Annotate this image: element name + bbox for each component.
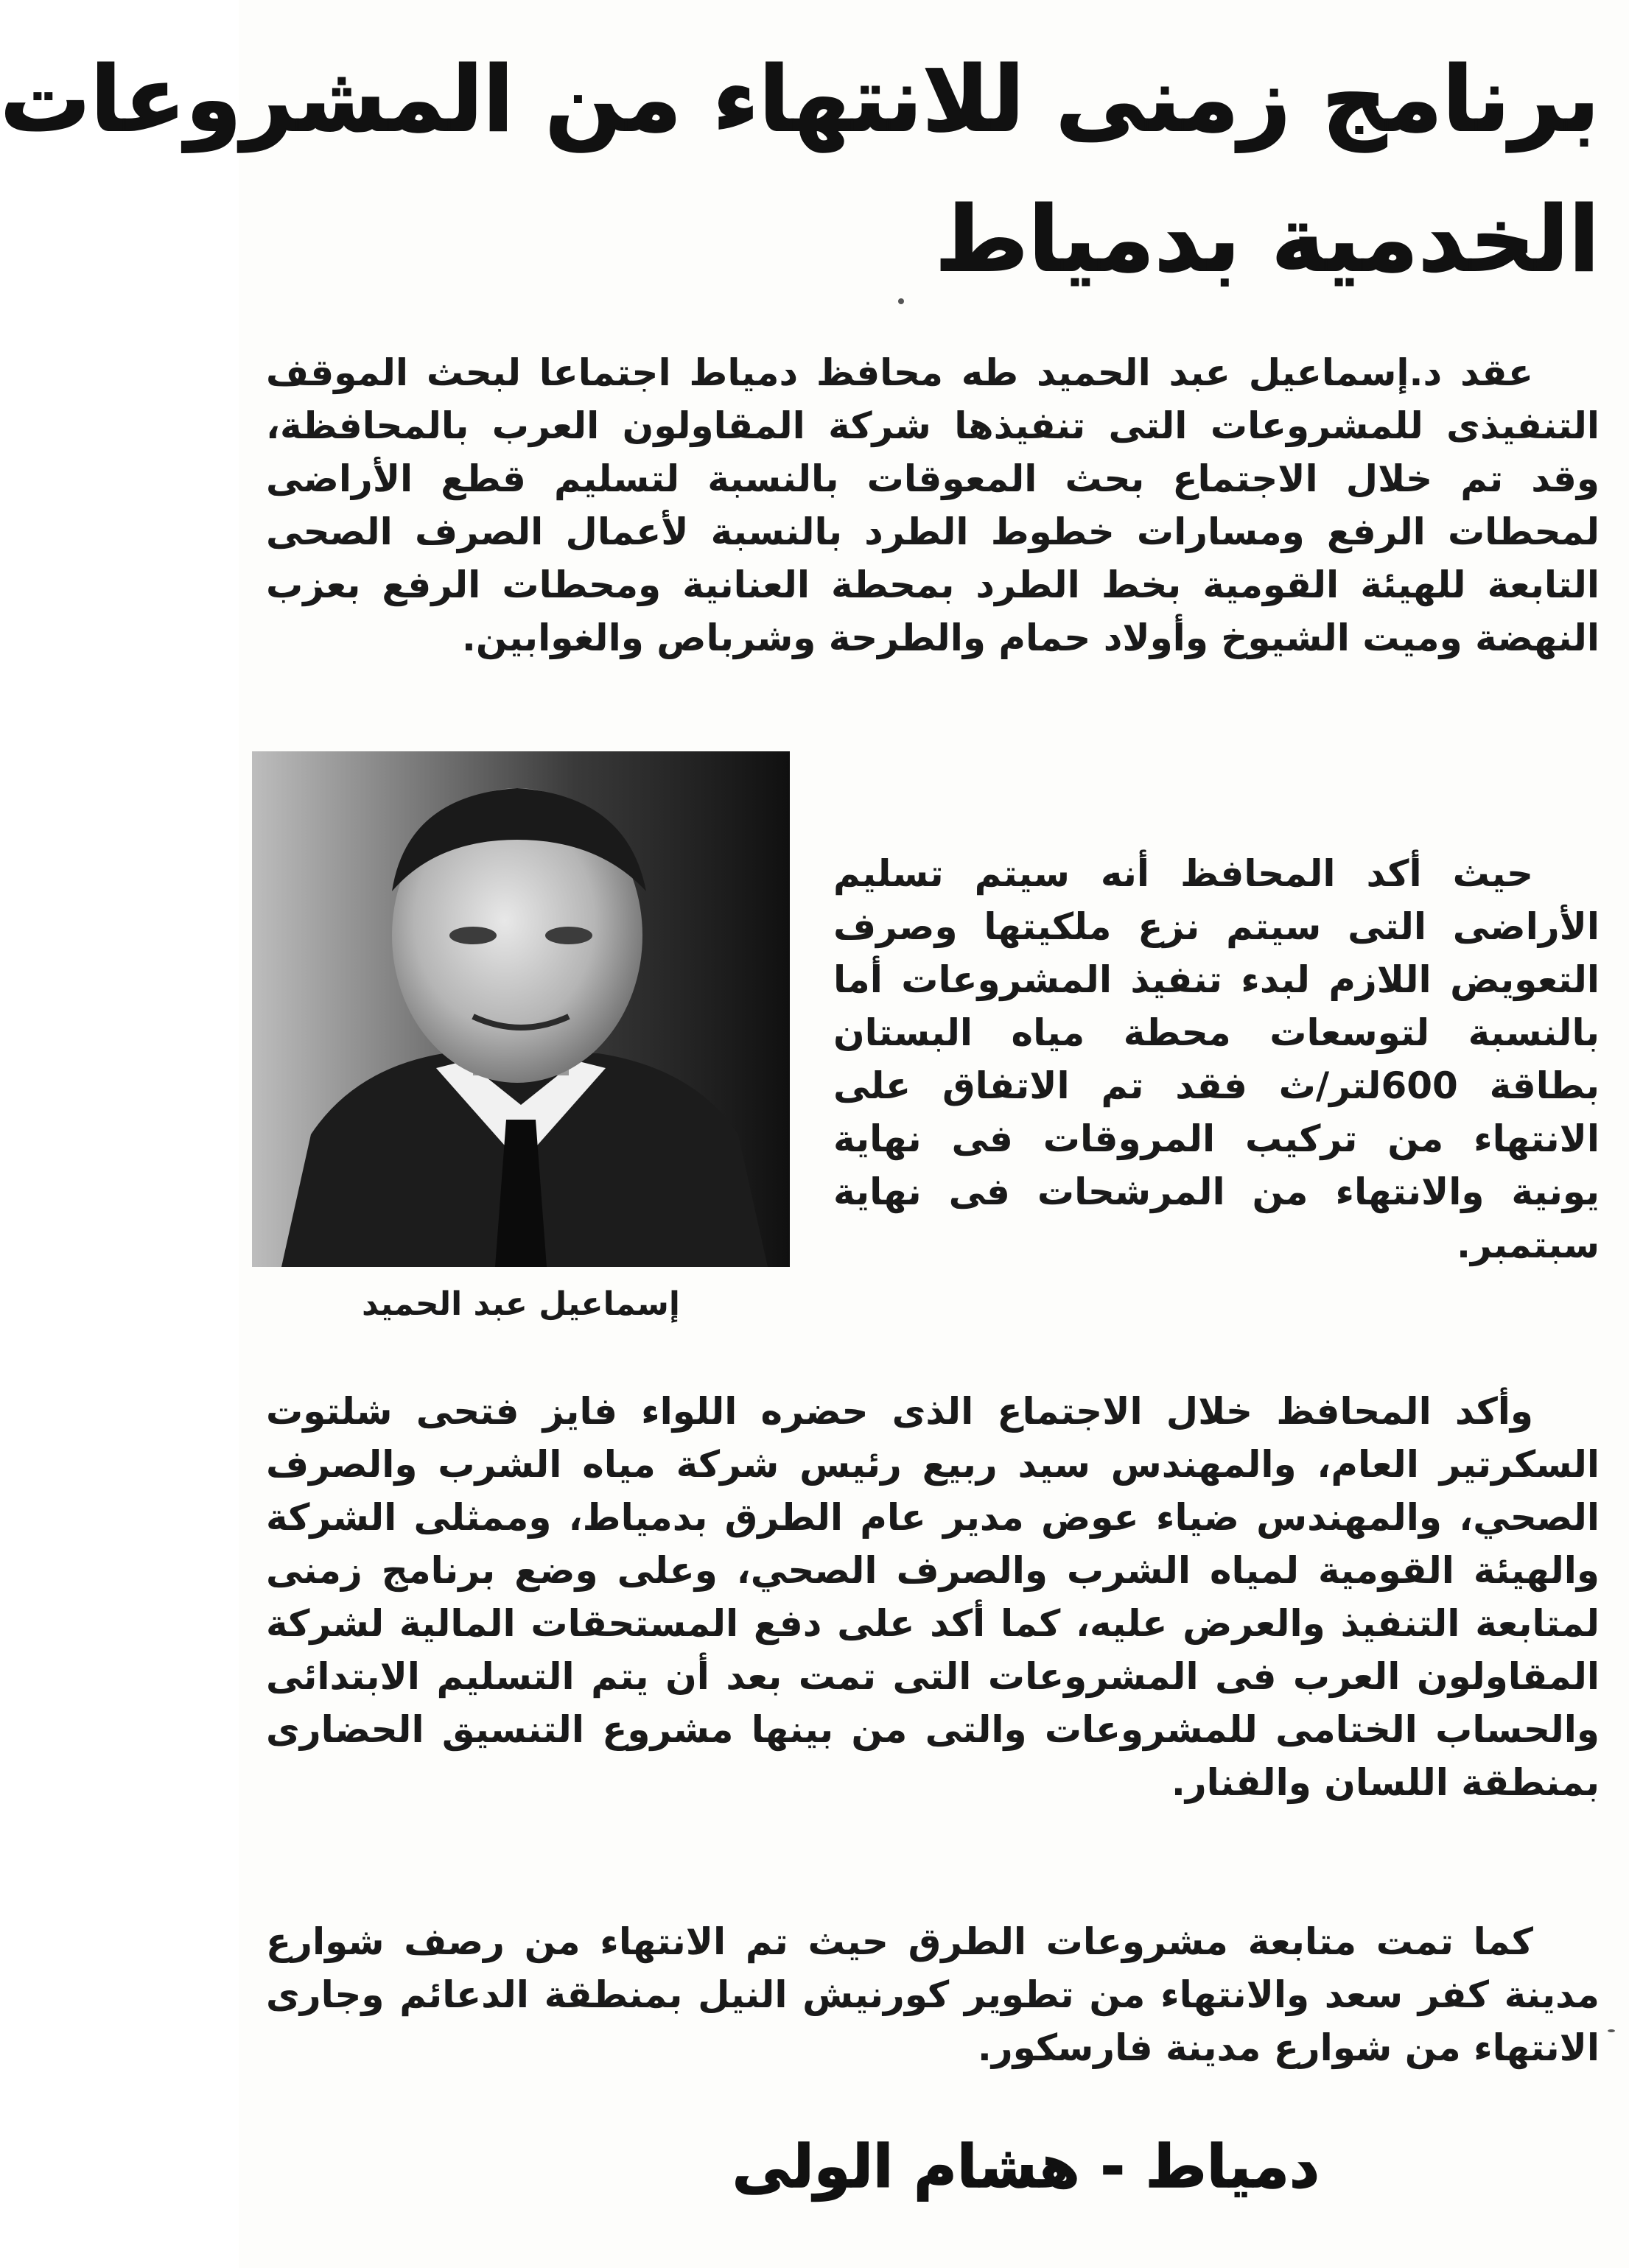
photo-caption: إسماعيل عبد الحميد [362,1285,680,1323]
article-paragraph-2: حيث أكد المحافظ أنه سيتم تسليم الأراضى التى سيتم نزع ملكيتها وصرف التعويض اللازم لبدء تنفيذ المشروعات أما بالنسبة لتوسعات محطة مياه البستان بطاقة 600لتر/ث فقد تم الاتفاق على الانتهاء من تركيب المروقات فى نهاية يونية والانتهاء من المرشحات فى نهاية سبتمبر. [833,852,1600,1266]
article-paragraph-4: كما تمت متابعة مشروعات الطرق حيث تم الانتهاء من رصف شوارع مدينة كفر سعد والانتهاء من تطوير كورنيش النيل بمنطقة الدعائم وجارى الانتهاء من شوارع مدينة فارسكور. [266,1920,1600,2069]
headline-line-2: الخدمية بدمياط [935,187,1600,292]
article-paragraph-3: وأكد المحافظ خلال الاجتماع الذى حضره اللواء فايز فتحى شلتوت السكرتير العام، والمهندس سيد ربيع رئيس شركة مياه الشرب والصرف الصحي، والمهندس ضياء عوض مدير عام الطرق بدمياط، وممثلى الشركة والهيئة القومية لمياه الشرب والصرف الصحي، وعلى وضع برنامج زمنى لمتابعة التنفيذ والعرض عليه، كما أكد على دفع المستحقات المالية لشركة المقاولون العرب فى المشروعات التى تمت بعد أن يتم التسليم الابتدائى والحساب الختامى للمشروعات والتى من بينها مشروع التنسيق الحضارى بمنطقة اللسان والفنار. [266,1390,1600,1804]
portrait-photo [252,751,790,1267]
print-speck [898,298,904,304]
article-byline: دمياط - هشام الولى [732,2132,1320,2201]
article-paragraph-1: عقد د.إسماعيل عبد الحميد طه محافظ دمياط اجتماعا لبحث الموقف التنفيذى للمشروعات التى تنفيذها شركة المقاولون العرب بالمحافظة، وقد تم خلال الاجتماع بحث المعوقات بالنسبة لتسليم قطع الأراضى لمحطات الرفع ومسارات خطوط الطرد بالنسبة لأعمال الصرف الصحى التابعة للهيئة القومية بخط الطرد بمحطة العنانية ومحطات الرفع بعزب النهضة وميت الشيوخ وأولاد حمام والطرحة وشرباص والغوابين. [266,351,1600,659]
article-headline [0,29,1600,309]
print-speck [1608,2029,1615,2032]
portrait-image [252,751,790,1267]
headline-line-1: برنامج زمنى للانتهاء من المشروعات [0,47,1600,152]
